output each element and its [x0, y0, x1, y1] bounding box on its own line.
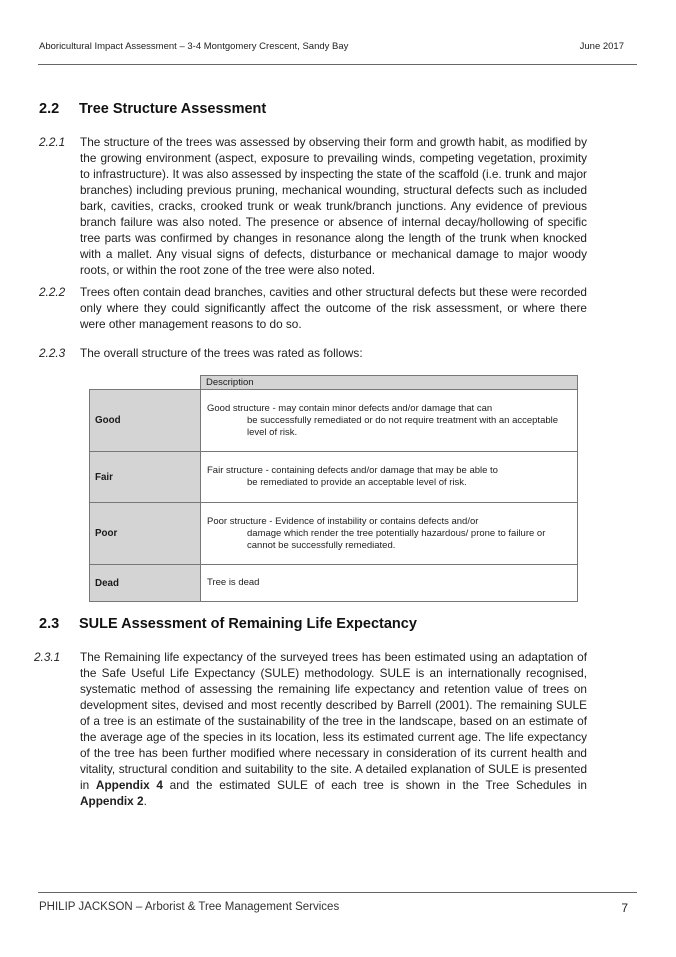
table-row: [90, 565, 578, 602]
rating-label: Fair: [90, 452, 201, 503]
section-title: SULE Assessment of Remaining Life Expectancy: [79, 616, 417, 632]
table-row: [90, 452, 578, 503]
table-header-blank-cell: [90, 376, 201, 390]
structure-rating-table: [89, 375, 578, 602]
rating-label: Poor: [90, 503, 201, 565]
appendix-4-reference: Appendix 4: [95, 778, 163, 792]
page-number: 7: [621, 901, 628, 915]
paragraph-number-2-2-1: 2.2.1: [39, 135, 66, 149]
section-number: 2.3: [39, 616, 60, 632]
section-title: Tree Structure Assessment: [79, 101, 267, 117]
section-heading-2-3: [39, 616, 417, 632]
rating-label: Dead: [90, 565, 201, 602]
table-header-row: [90, 376, 578, 390]
rating-description: Poor structure - Evidence of instability or contains defects and/or damage which render the tree potentially hazardous/ prone to failure or cannot be successfully remediated.: [201, 503, 578, 565]
appendix-2-reference: Appendix 2: [80, 794, 144, 808]
footer-text: PHILIP JACKSON – Arborist & Tree Management Services: [39, 901, 340, 913]
header-title: Aboricultural Impact Assessment – 3-4 Montgomery Crescent, Sandy Bay: [39, 41, 349, 52]
header-date: June 2017: [579, 41, 624, 52]
rating-description: Good structure - may contain minor defects and/or damage that can be successfully remediated or do not require treatment with an acceptable level of risk.: [201, 390, 578, 452]
table-row: [90, 390, 578, 452]
paragraph-number-2-3-1: 2.3.1: [34, 650, 61, 664]
paragraph-number-2-2-2: 2.2.2: [39, 285, 66, 299]
section-number: 2.2: [39, 101, 60, 117]
rating-description: Tree is dead: [201, 565, 578, 602]
paragraph-number-2-2-3: 2.2.3: [39, 346, 66, 360]
footer-rule: [38, 892, 637, 893]
section-heading-2-2: [39, 101, 266, 117]
header-rule: [38, 64, 637, 65]
paragraph-2-2-1: The structure of the trees was assessed by observing their form and growth habit, as modified by the growing environment (aspect, exposure to prevailing winds, competing vegetation, proximity to infrastructure). It was also assessed by inspecting the state of the scaffold (i.e. trunk and major branches) including previous pruning, mechanical wounding, structural defects such as included bark, cavities, cracks, crooked trunk or weak trunk/branch junctions. Any evidence of previous branch failure was also noted. The presence or absence of internal decay/hollowing of specific tree parts was confirmed by changes in resonance along the length of the trunk when knocked with a mallet. Any visual signs of defects, disturbance or mechanical damage to major woody roots, or within the root zone of the tree were also noted.: [80, 135, 587, 277]
table-row: [90, 503, 578, 565]
paragraph-2-2-3: The overall structure of the trees was rated as follows:: [80, 346, 363, 360]
rating-description: Fair structure - containing defects and/or damage that may be able to be remediated to provide an acceptable level of risk.: [201, 452, 578, 503]
rating-label: Good: [90, 390, 201, 452]
paragraph-2-3-1: The Remaining life expectancy of the surveyed trees has been estimated using an adaptation of the Safe Useful Life Expectancy (SULE) methodology. SULE is an internationally recognised, systematic method of assessing the remaining life expectancy and retention value of trees on development sites, devised and most recently described by Barrell (2001). The remaining SULE of a tree is an estimate of the sustainability of the tree in the landscape, based on an estimate of the average age of the species in its location, less its estimated current age. The life expectancy of the tree has been further modified where necessary in consideration of its current health and vitality, structural condition and suitability to the site. A detailed explanation of SULE is presented in Appendix 4 and the estimated SULE of each tree is shown in the Tree Schedules in Appendix 2.: [80, 650, 587, 808]
paragraph-2-2-2: Trees often contain dead branches, cavities and other structural defects but these were recorded only where they could significantly affect the outcome of the risk assessment, or where there were other management reasons to do so.: [80, 285, 587, 331]
table-header-cell: Description: [201, 376, 578, 390]
